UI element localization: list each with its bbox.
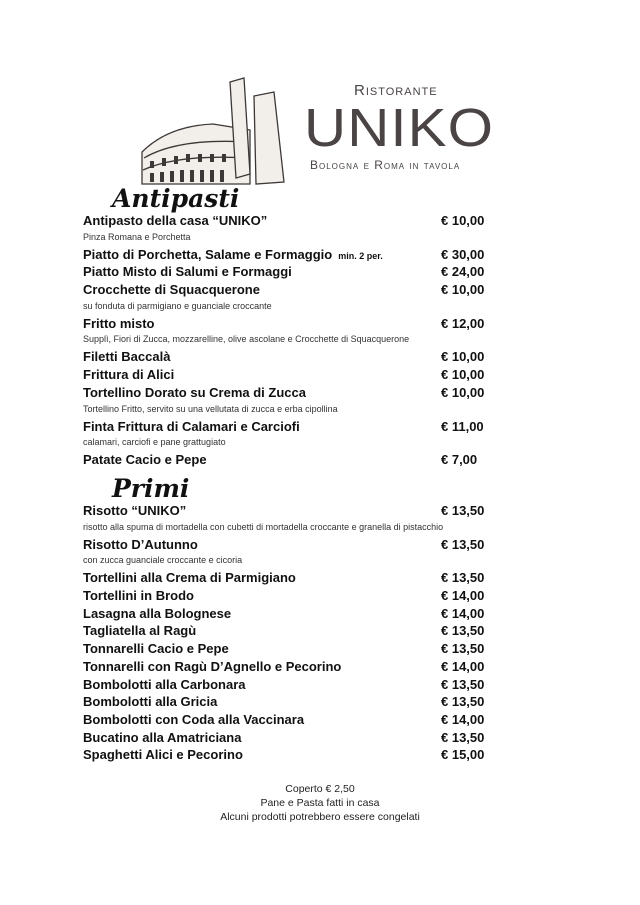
- menu-item-name-text: Tortellini alla Crema di Parmigiano: [83, 570, 296, 586]
- menu-item-name: [83, 729, 241, 747]
- menu-item-price: € 13,50: [441, 676, 485, 692]
- menu-item-name-text: Frittura di Alici: [83, 367, 175, 383]
- menu-item-name-text: Bucatino alla Amatriciana: [83, 729, 242, 745]
- menu-item-name: [83, 746, 243, 764]
- menu-item-price: € 10,00: [441, 349, 485, 365]
- menu-item-description: Tortellino Fritto, servito su una vellutata di zucca e erba cipollina: [83, 403, 338, 414]
- menu-item-name-text: Crocchette di Squacquerone: [83, 282, 260, 298]
- menu-item: [0, 502, 640, 520]
- menu-item-name: [83, 451, 207, 469]
- menu-item-name: [83, 693, 217, 711]
- menu-item-price: € 10,00: [441, 282, 485, 298]
- menu-item-name-text: Patate Cacio e Pepe: [83, 452, 207, 468]
- menu-footer: [0, 782, 640, 824]
- menu-item: [0, 366, 640, 384]
- menu-item-name-text: Piatto Misto di Salumi e Formaggi: [83, 264, 292, 280]
- menu-item-name: [83, 315, 155, 333]
- menu-item-price: € 24,00: [441, 264, 485, 280]
- menu-item-price: € 15,00: [441, 747, 485, 763]
- section-title-antipasti: Antipasti: [112, 184, 240, 213]
- menu-item-name-text: Tortellini in Brodo: [83, 588, 194, 604]
- menu-item: [0, 587, 640, 605]
- menu-item-name: [83, 212, 267, 230]
- menu-item-name: [83, 622, 196, 640]
- menu-item-description: calamari, carciofi e pane grattugiato: [83, 437, 226, 448]
- menu-item-name: [83, 502, 186, 520]
- menu-item-name-text: Bombolotti alla Carbonara: [83, 676, 246, 692]
- menu-item: [0, 746, 640, 764]
- menu-item: [0, 622, 640, 640]
- menu-item: [0, 281, 640, 299]
- footer-frozen-note: Alcuni prodotti potrebbero essere congelati: [220, 811, 420, 823]
- menu-item: [0, 384, 640, 402]
- menu-item: [0, 263, 640, 281]
- footer-homemade: Pane e Pasta fatti in casa: [260, 797, 380, 809]
- footer-coperto: Coperto € 2,50: [285, 783, 355, 795]
- menu-item-price: € 12,00: [441, 315, 485, 331]
- menu-item-description: Pinza Romana e Porchetta: [83, 231, 191, 242]
- menu-item-price: € 13,50: [441, 641, 485, 657]
- menu-item-price: € 13,50: [441, 729, 485, 745]
- menu-item: [0, 729, 640, 747]
- menu-item-name-text: Risotto D’Autunno: [83, 536, 198, 552]
- menu-item: [0, 693, 640, 711]
- menu-item-name-text: Piatto di Porchetta, Salame e Formaggio: [83, 246, 333, 262]
- section-title-primi: Primi: [112, 474, 190, 503]
- menu-item-name: [83, 366, 174, 384]
- menu-item: [0, 418, 640, 436]
- colosseum-towers-illustration: [138, 74, 288, 186]
- menu-item-name: [83, 281, 260, 299]
- menu-item-name: [83, 676, 246, 694]
- menu-item-description: con zucca guanciale croccante e cicoria: [83, 555, 243, 566]
- menu-item-price: € 30,00: [441, 246, 485, 262]
- menu-item: [0, 605, 640, 623]
- menu-item: [0, 451, 640, 469]
- menu-item-price: € 10,00: [441, 384, 485, 400]
- menu-item-name-text: Lasagna alla Bolognese: [83, 605, 232, 621]
- menu-item-price: € 10,00: [441, 213, 485, 228]
- menu-item-name-text: Tonnarelli con Ragù D’Agnello e Pecorino: [83, 658, 342, 674]
- menu-item: [0, 348, 640, 366]
- menu-item-description: risotto alla spuma di mortadella con cubetti di mortadella croccante e granella di pistacchio: [83, 521, 444, 532]
- menu-item-name: [83, 536, 198, 554]
- brand-text: [306, 82, 506, 182]
- menu-item-name-text: Tagliatella al Ragù: [83, 623, 197, 639]
- menu-item-name-text: Bombolotti alla Gricia: [83, 694, 218, 710]
- menu-item: [0, 246, 640, 264]
- menu-item: [0, 676, 640, 694]
- menu-item-name: [83, 384, 306, 402]
- menu-item: [0, 658, 640, 676]
- brand-ristorante: Ristorante: [354, 82, 438, 99]
- brand-name: UNIKO: [304, 98, 495, 158]
- restaurant-logo: [138, 74, 508, 186]
- menu-item: [0, 212, 640, 230]
- menu-item-name-text: Finta Frittura di Calamari e Carciofi: [83, 418, 300, 434]
- menu-item-name-text: Tortellino Dorato su Crema di Zucca: [83, 384, 306, 400]
- menu-item-name: [83, 640, 229, 658]
- menu-item-price: € 13,50: [441, 570, 485, 586]
- menu-item-price: € 14,00: [441, 711, 485, 727]
- menu-item-name-text: Spaghetti Alici e Pecorino: [83, 747, 243, 763]
- menu-item: [0, 711, 640, 729]
- menu-item-name: [83, 605, 231, 623]
- menu-item-price: € 13,50: [441, 536, 485, 552]
- menu-item-name-text: Fritto misto: [83, 315, 155, 331]
- menu-item-price: € 13,50: [441, 503, 485, 518]
- menu-item-price: € 14,00: [441, 658, 485, 674]
- menu-item-name-text: Tonnarelli Cacio e Pepe: [83, 641, 229, 657]
- menu-item-name-text: Filetti Baccalà: [83, 349, 171, 365]
- brand-tagline: Bologna e Roma in tavola: [310, 158, 461, 172]
- menu-item-name: [83, 587, 194, 605]
- menu-item: [0, 640, 640, 658]
- menu-item-note: min. 2 per.: [338, 250, 383, 261]
- menu-item-price: € 11,00: [441, 418, 484, 434]
- menu-item-price: € 13,50: [441, 694, 485, 710]
- antipasti-section: [0, 186, 640, 469]
- menu-item-name: [83, 348, 170, 366]
- menu-item-price: € 14,00: [441, 588, 485, 604]
- antipasti-list: [0, 212, 640, 469]
- menu-item-name-text: Antipasto della casa “UNIKO”: [83, 213, 268, 228]
- menu-item-name: [83, 658, 341, 676]
- menu-item: [0, 315, 640, 333]
- menu-item-name: [83, 263, 292, 281]
- menu-item: [0, 536, 640, 554]
- menu-item-name: [83, 569, 296, 587]
- primi-section: [0, 476, 640, 764]
- primi-list: [0, 502, 640, 764]
- menu-item-name-text: Risotto “UNIKO”: [83, 503, 187, 518]
- menu-item-price: € 14,00: [441, 605, 485, 621]
- menu-item: [0, 569, 640, 587]
- menu-item-price: € 10,00: [441, 367, 485, 383]
- menu-item-name-text: Bombolotti con Coda alla Vaccinara: [83, 711, 305, 727]
- menu-item-description: Supplì, Fiori di Zucca, mozzarelline, olive ascolane e Crocchette di Squacquerone: [83, 334, 410, 345]
- menu-item-description: su fonduta di parmigiano e guanciale croccante: [83, 300, 272, 311]
- menu-item-name: [83, 711, 304, 729]
- menu-item-name: [83, 418, 300, 436]
- menu-item-price: € 13,50: [441, 623, 485, 639]
- menu-item-price: € 7,00: [441, 452, 478, 468]
